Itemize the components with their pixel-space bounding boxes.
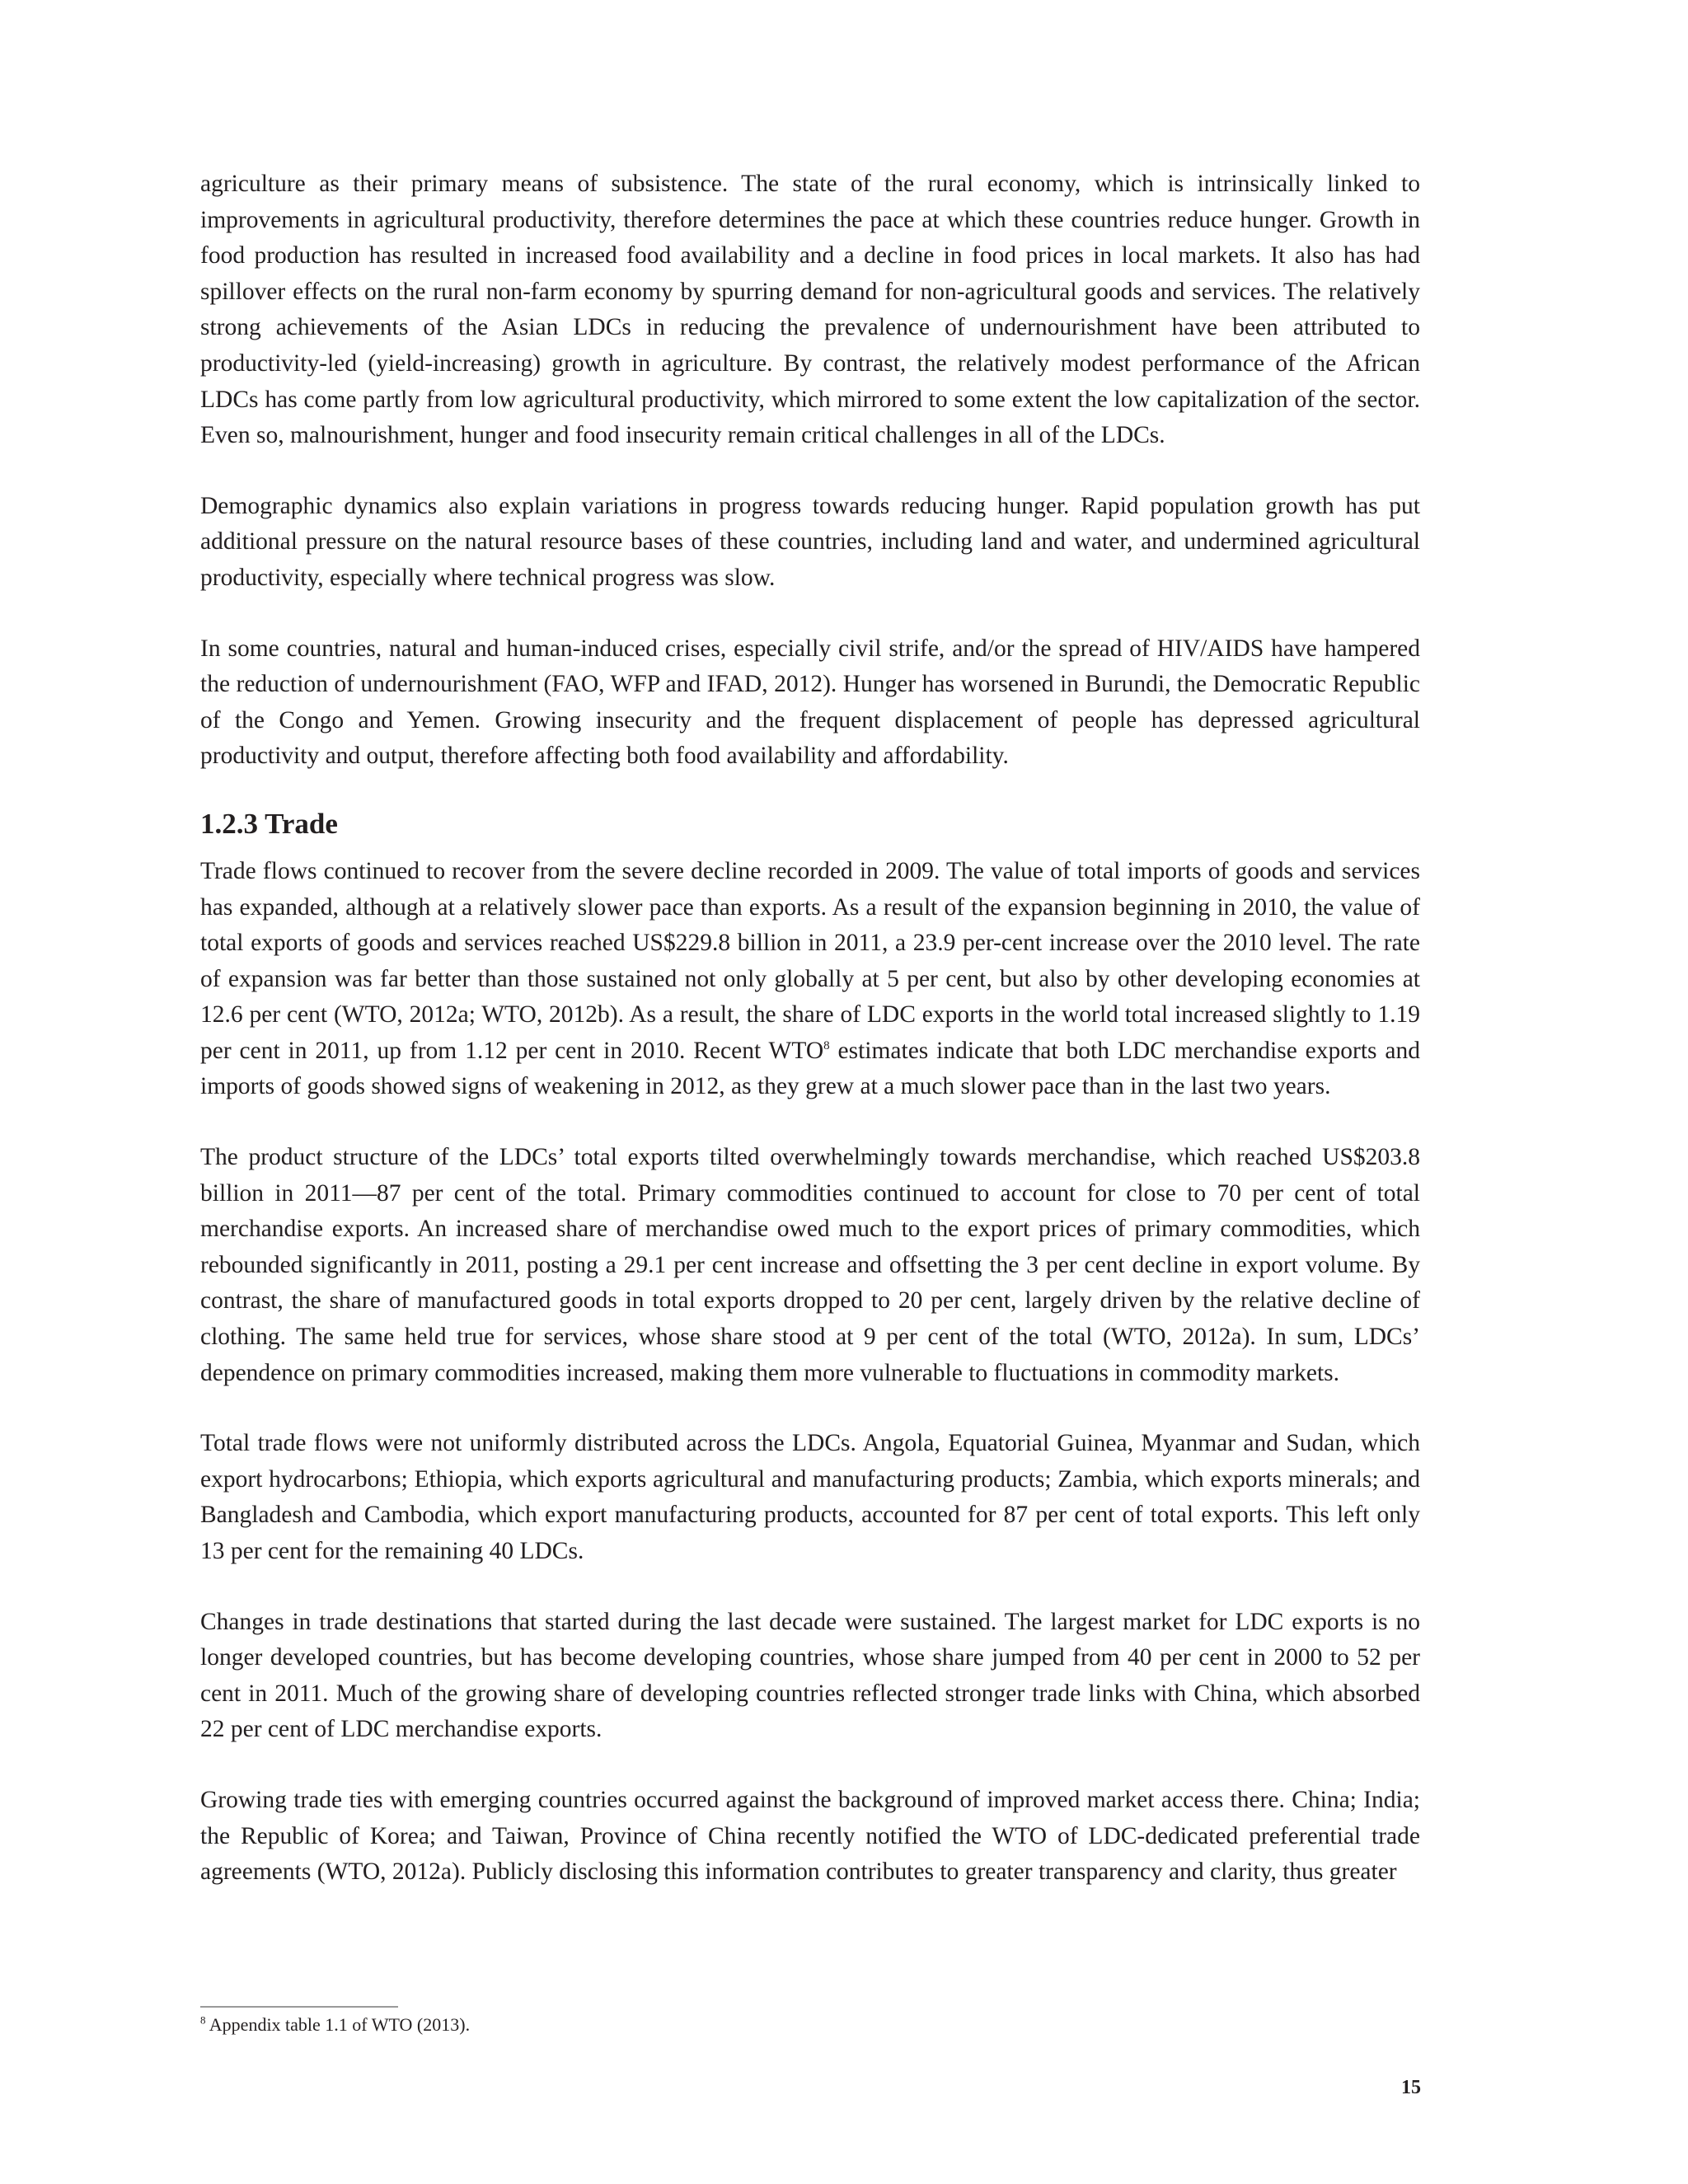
paragraph-trade-distribution: Total trade flows were not uniformly distributed across the LDCs. Angola, Equatorial Guinea, Myanmar and Sudan, which export hydrocarbons; Ethiopia, which exports agricultural and manufacturing products; Zambia, which exports minerals; and Bangladesh and Cambodia, which export manufacturing products, accounted for 87 per cent of total exports. This left only 13 per cent for the remaining 40 LDCs. xyxy=(200,1430,1420,1564)
page-body xyxy=(200,166,1420,1925)
paragraph-demographic-dynamics: Demographic dynamics also explain variations in progress towards reducing hunger. Rapid population growth has put additional pressure on the natural resource bases of these countries, including land and water, and undermined agricultural productivity, especially where technical progress was slow. xyxy=(200,492,1420,591)
paragraph-product-structure: The product structure of the LDCs’ total exports tilted overwhelmingly towards merchandise, which reached US$203.8 billion in 2011—87 per cent of the total. Primary commodities continued to account for close to 70 per cent of total merchandise exports. An increased share of merchandise owed much to the export prices of primary commodities, which rebounded significantly in 2011, posting a 29.1 per cent increase and offsetting the 3 per cent decline in export volume. By contrast, the share of manufactured goods in total exports dropped to 20 per cent, largely driven by the relative decline of clothing. The same held true for services, whose share stood at 9 per cent of the total (WTO, 2012a). In sum, LDCs’ dependence on primary commodities increased, making them more vulnerable to fluctuations in commodity markets. xyxy=(200,1144,1420,1386)
footnote-number: 8 xyxy=(200,2013,206,2027)
paragraph-agriculture: agriculture as their primary means of subsistence. The state of the rural economy, which is intrinsically linked to improvements in agricultural productivity, therefore determines the pace at which these countries reduce hunger. Growth in food production has resulted in increased food availability and a decline in food prices in local markets. It also has had spillover effects on the rural non-farm economy by spurring demand for non-agricultural goods and services. The relatively strong achievements of the Asian LDCs in reducing the prevalence of undernourishment have been attributed to productivity-led (yield-increasing) growth in agriculture. By contrast, the relatively modest performance of the African LDCs has come partly from low agricultural productivity, which mirrored to some extent the low capitalization of the sector. Even so, malnourishment, hunger and food insecurity remain critical challenges in all of the LDCs. xyxy=(200,171,1420,449)
page-number: 15 xyxy=(1401,2077,1421,2098)
paragraph-crises: In some countries, natural and human-induced crises, especially civil strife, and/or the spread of HIV/AIDS have hampered the reduction of undernourishment (FAO, WFP and IFAD, 2012). Hunger has worsened in Burundi, the Democratic Republic of the Congo and Yemen. Growing insecurity and the frequent displacement of people has depressed agricultural productivity and output, therefore affecting both food availability and affordability. xyxy=(200,635,1420,770)
footnote-divider xyxy=(200,2006,398,2008)
footnote xyxy=(200,2013,470,2037)
paragraph-trade-flows-text-after: estimates indicate that both LDC merchandise exports and imports of goods showed signs of weakening in 2012, as they grew at a much slower pace than in the last two years. xyxy=(200,1037,1420,1100)
paragraph-trade-flows-text: Trade flows continued to recover from the severe decline recorded in 2009. The value of total imports of goods and services has expanded, although at a relatively slower pace than exports. As a result of the expansion beginning in 2010, the value of total exports of goods and services reached US$229.8 billion in 2011, a 23.9 per-cent increase over the 2010 level. The rate of expansion was far better than those sustained not only globally at 5 per cent, but also by other developing economies at 12.6 per cent (WTO, 2012a; WTO, 2012b). As a result, the share of LDC exports in the world total increased slightly to 1.19 per cent in 2011, up from 1.12 per cent in 2010. Recent WTO xyxy=(200,857,1420,1064)
paragraph-market-access: Growing trade ties with emerging countries occurred against the background of improved market access there. China; India; the Republic of Korea; and Taiwan, Province of China recently notified the WTO of LDC-dedicated preferential trade agreements (WTO, 2012a). Publicly disclosing this information contributes to greater transparency and clarity, thus greater xyxy=(200,1786,1420,1886)
section-heading-trade: 1.2.3 Trade xyxy=(200,807,338,840)
paragraph-trade-destinations: Changes in trade destinations that started during the last decade were sustained. The largest market for LDC exports is no longer developed countries, but has become developing countries, whose share jumped from 40 per cent in 2000 to 52 per cent in 2011. Much of the growing share of developing countries reflected stronger trade links with China, which absorbed 22 per cent of LDC merchandise exports. xyxy=(200,1608,1420,1743)
paragraph-trade-flows xyxy=(200,854,1420,1105)
footnote-marker[interactable]: 8 xyxy=(823,1039,830,1053)
footnote-text: Appendix table 1.1 of WTO (2013). xyxy=(205,2014,471,2035)
